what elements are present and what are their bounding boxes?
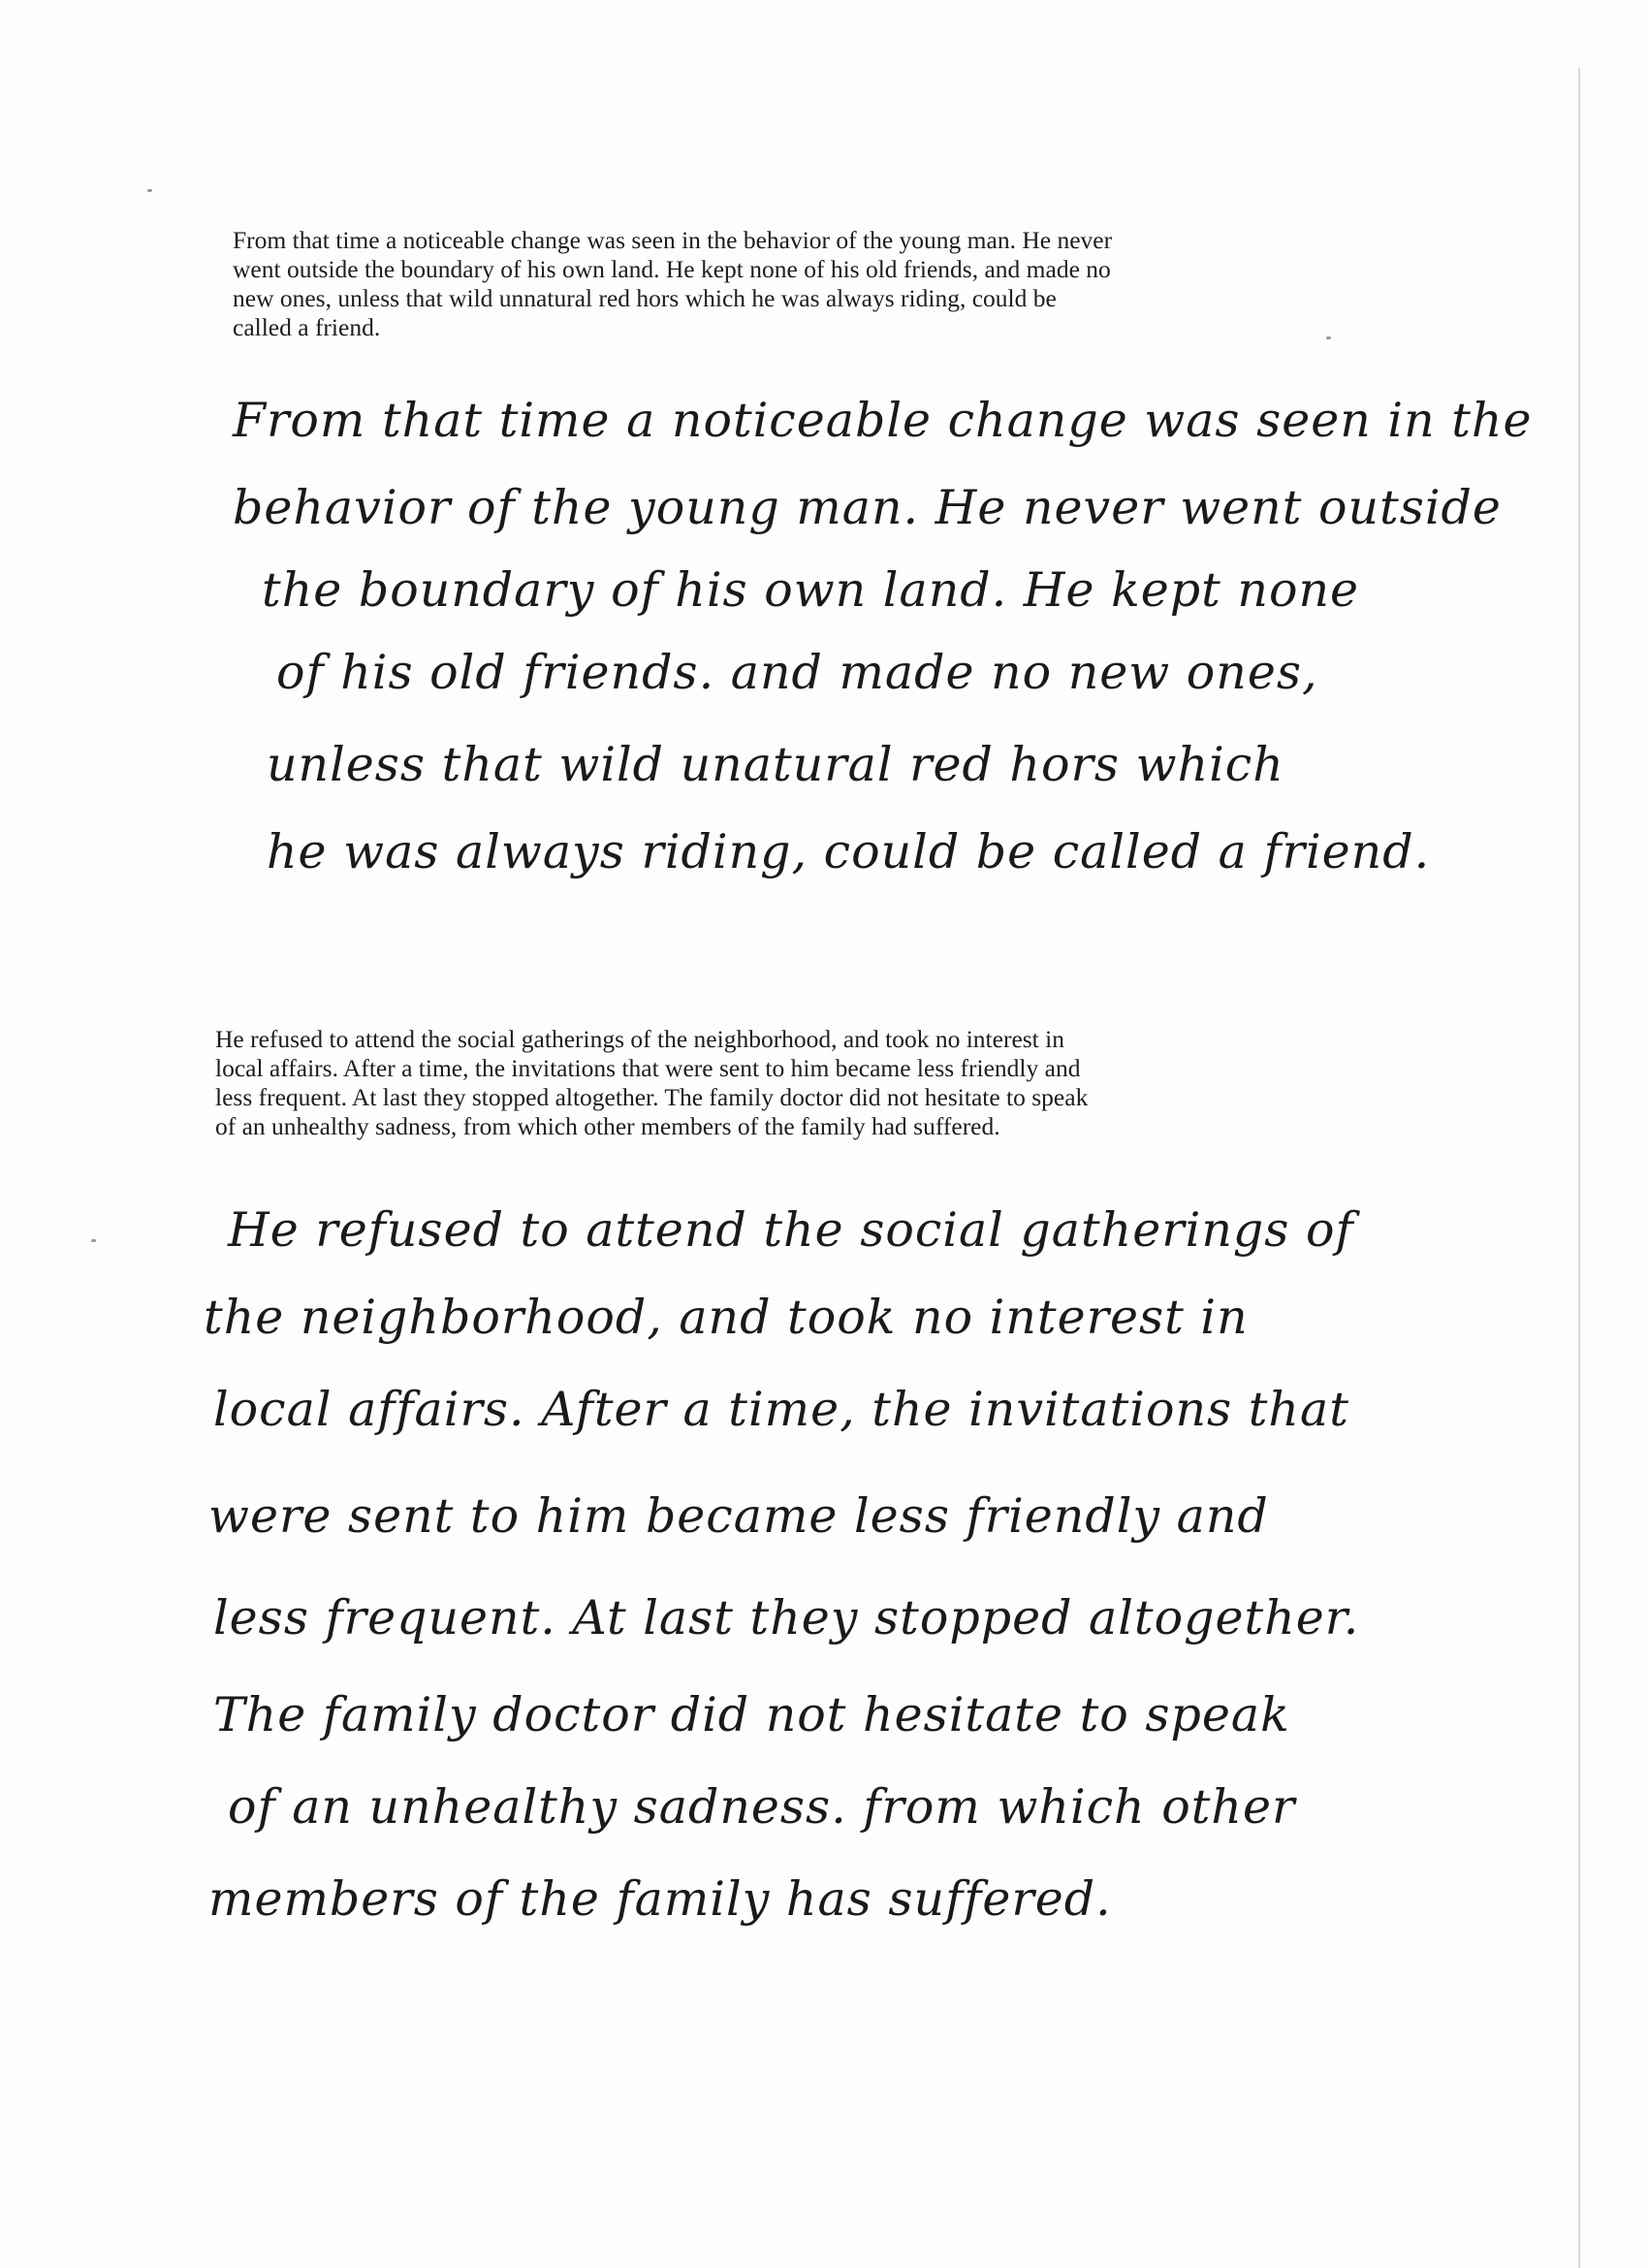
printed-passage-1: [233, 226, 1112, 342]
handwritten-line: unless that wild unatural red hors which: [267, 737, 1284, 792]
printed-line: of an unhealthy sadness, from which other members of the family had suffered.: [215, 1112, 1000, 1140]
handwritten-line: the neighborhood, and took no interest in: [204, 1290, 1249, 1345]
handwritten-line: members of the family has suffered.: [208, 1871, 1112, 1927]
scan-speck: [91, 1239, 96, 1242]
page-edge: [1578, 68, 1580, 2268]
scan-speck: [1326, 336, 1331, 339]
handwritten-line: less frequent. At last they stopped altogether.: [213, 1590, 1360, 1645]
printed-line: local affairs. After a time, the invitations that were sent to him became less friendly and: [215, 1054, 1081, 1082]
printed-line: called a friend.: [233, 313, 381, 341]
handwritten-line: behavior of the young man. He never went outside: [233, 480, 1502, 535]
handwritten-line: local affairs. After a time, the invitations that: [213, 1382, 1349, 1437]
handwritten-line: the boundary of his own land. He kept none: [262, 562, 1360, 618]
handwritten-line: he was always riding, could be called a friend.: [267, 824, 1431, 879]
printed-line: less frequent. At last they stopped altogether. The family doctor did not hesitate to speak: [215, 1083, 1089, 1111]
handwritten-line: He refused to attend the social gatherings of: [228, 1202, 1354, 1258]
handwritten-line: of an unhealthy sadness. from which other: [228, 1779, 1296, 1835]
printed-line: went outside the boundary of his own land. He kept none of his old friends, and made no: [233, 255, 1111, 283]
scan-speck: [147, 189, 152, 192]
handwritten-line: of his old friends. and made no new ones,: [276, 645, 1318, 700]
printed-passage-2: [215, 1025, 1088, 1141]
handwritten-line: were sent to him became less friendly and: [208, 1488, 1269, 1544]
printed-line: He refused to attend the social gatherings of the neighborhood, and took no interest in: [215, 1025, 1064, 1053]
printed-line: new ones, unless that wild unnatural red hors which he was always riding, could be: [233, 284, 1057, 312]
printed-line: From that time a noticeable change was seen in the behavior of the young man. He never: [233, 226, 1113, 254]
handwritten-line: From that time a noticeable change was seen in the: [233, 393, 1533, 448]
handwritten-line: The family doctor did not hesitate to speak: [213, 1687, 1290, 1742]
